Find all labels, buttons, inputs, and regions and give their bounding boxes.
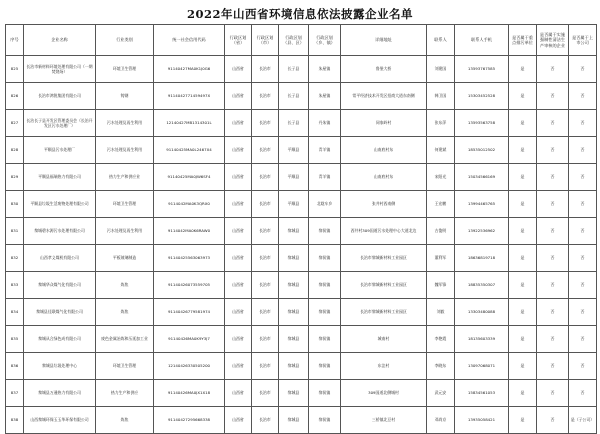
cell-county: 长子县 [279,83,309,110]
cell-town: 黎侯镇 [309,326,341,353]
cell-industry: 炼焦 [96,407,154,434]
cell-address: 常平经济技术开发区招商大道东南侧 [341,83,427,110]
cell-phone: 15034566169 [455,164,509,191]
cell-city: 长治市 [252,245,279,272]
table-row [6,110,597,137]
cell-index: 833 [6,272,24,299]
cell-county: 黎城县 [279,353,309,380]
cell-phone: 13935058421 [455,407,509,434]
cell-phone: 13303480088 [455,299,509,326]
cell-key-polluter: 是 [509,299,537,326]
cell-listed: 否 [569,380,597,407]
table-row [6,407,597,434]
cell-key-polluter: 是 [509,164,537,191]
cell-town: 黎侯镇 [309,353,341,380]
cell-index: 834 [6,299,24,326]
cell-contact: 刘毅 [427,299,455,326]
column-header-contact: 联系人 [427,25,455,56]
cell-clean-production: 否 [537,191,569,218]
cell-town: 黎侯镇 [309,299,341,326]
cell-phone: 13097068071 [455,353,509,380]
cell-province: 山西省 [225,299,252,326]
cell-city: 长治市 [252,164,279,191]
cell-key-polluter: 是 [509,56,537,83]
cell-phone: 13922536962 [455,218,509,245]
cell-province: 山西省 [225,83,252,110]
cell-company: 长治市鸿锐集团有限公司 [24,83,96,110]
cell-company: 平顺县污水处理厂 [24,137,96,164]
column-header-town: 行政区划（乡、镇） [309,25,341,56]
cell-credit-code: 91140426MA0K9Y3J7 [154,326,225,353]
table-row [6,245,597,272]
cell-listed: 否 [569,83,597,110]
cell-county: 长子县 [279,56,309,83]
cell-city: 长治市 [252,218,279,245]
cell-credit-code: 91140425563063973 [154,245,225,272]
cell-industry: 环境卫生管理 [96,56,154,83]
enterprise-table [5,24,597,434]
cell-county: 黎城县 [279,407,309,434]
cell-town: 黎侯镇 [309,272,341,299]
cell-province: 山西省 [225,191,252,218]
cell-key-polluter: 是 [509,137,537,164]
cell-contact: 邓尚京 [427,407,455,434]
cell-credit-code: 9114042MA0K3QRX0 [154,191,225,218]
cell-city: 长治市 [252,299,279,326]
cell-index: 831 [6,218,24,245]
cell-industry: 铸钢 [96,83,154,110]
cell-town: 朱屋镇 [309,56,341,83]
cell-credit-code: 91140426MA0JX1X18 [154,380,225,407]
cell-index: 830 [6,191,24,218]
cell-town: 黎侯镇 [309,245,341,272]
column-header-company: 企业名称 [24,25,96,56]
cell-phone: 18835350307 [455,272,509,299]
cell-listed: 否 [569,164,597,191]
cell-credit-code: 9114042771459497X [154,83,225,110]
cell-province: 山西省 [225,245,252,272]
cell-clean-production: 否 [537,83,569,110]
table-row [6,380,597,407]
cell-city: 长治市 [252,326,279,353]
column-header-address: 详细地址 [341,25,427,56]
column-header-clean-production: 是否属于实施强制性清洁生产审核的企业 [537,25,569,56]
cell-key-polluter: 是 [509,407,537,434]
cell-company: 黎城碧水源污水处理有限公司 [24,218,96,245]
cell-company: 山西孝义煤机有限公司 [24,245,96,272]
table-row [6,137,597,164]
cell-town: 青羊镇 [309,137,341,164]
cell-city: 长治市 [252,56,279,83]
cell-phone: 18135603339 [455,326,509,353]
cell-town: 青羊镇 [309,164,341,191]
cell-contact: 刘建国 [427,56,455,83]
column-header-key-polluter: 是否属于重点排污单位 [509,25,537,56]
cell-province: 山西省 [225,164,252,191]
table-row [6,164,597,191]
cell-address: 东洼村 [341,353,427,380]
cell-address: 张井村西南侧 [341,191,427,218]
page-title: 2022年山西省环境信息依法披露企业名单 [186,7,413,21]
cell-credit-code: 12140426330505200 [154,353,225,380]
cell-contact: 何建斌 [427,137,455,164]
cell-credit-code: 12140427MB1314301L [154,110,225,137]
cell-county: 黎城县 [279,218,309,245]
cell-industry: 环境卫生管理 [96,191,154,218]
cell-address: 山南底村东 [341,164,427,191]
cell-city: 长治市 [252,353,279,380]
cell-clean-production: 否 [537,164,569,191]
cell-address: 西井村309国道污水处理中心大道北边 [341,218,427,245]
cell-industry: 热力生产和供应 [96,380,154,407]
table-row [6,353,597,380]
column-header-phone: 联系人手机 [455,25,509,56]
cell-province: 山西省 [225,353,252,380]
cell-county: 黎城县 [279,272,309,299]
cell-city: 长治市 [252,407,279,434]
cell-town: 北耽车乡 [309,191,341,218]
cell-province: 山西省 [225,380,252,407]
cell-province: 山西省 [225,326,252,353]
cell-phone: 15303452528 [455,83,509,110]
column-header-index: 序号 [6,25,24,56]
table-row [6,218,597,245]
cell-phone: 18535012502 [455,137,509,164]
cell-county: 黎城县 [279,380,309,407]
cell-company: 黎城县垃圾处理中心 [24,353,96,380]
table-row [6,326,597,353]
cell-credit-code: 91140425MA0JW6SF4 [154,164,225,191]
cell-index: 826 [6,83,24,110]
cell-city: 长治市 [252,110,279,137]
cell-contact: 李晓东 [427,353,455,380]
cell-index: 829 [6,164,24,191]
cell-industry: 环境卫生管理 [96,353,154,380]
cell-phone: 13593767585 [455,56,509,83]
cell-listed: 否 [569,56,597,83]
cell-contact: 武元安 [427,380,455,407]
cell-key-polluter: 是 [509,245,537,272]
cell-key-polluter: 是 [509,272,537,299]
cell-address: 鲁堡大桥 [341,56,427,83]
cell-index: 835 [6,326,24,353]
column-header-county: 行政区划（县、区） [279,25,309,56]
cell-index: 836 [6,353,24,380]
cell-contact: 宋阳光 [427,164,455,191]
cell-company: 黎城华众煤气化有限公司 [24,272,96,299]
cell-contact: 董利军 [427,245,455,272]
cell-county: 黎城县 [279,245,309,272]
cell-company: 黎城县万通热力有限公司 [24,380,96,407]
cell-contact: 王宏鹏 [427,191,455,218]
cell-clean-production: 否 [537,56,569,83]
column-header-city: 行政区划（市） [252,25,279,56]
cell-key-polluter: 是 [509,326,537,353]
cell-county: 平顺县 [279,191,309,218]
cell-index: 825 [6,56,24,83]
cell-listed: 否 [569,326,597,353]
cell-index: 837 [6,380,24,407]
cell-listed: 是（子公司） [569,407,597,434]
cell-key-polluter: 是 [509,110,537,137]
cell-city: 长治市 [252,272,279,299]
cell-company: 长治市新材料环境处理有限公司（一期焚烧场） [24,56,96,83]
cell-credit-code: 91140425MA0L2467X4 [154,137,225,164]
cell-town: 黎侯镇 [309,407,341,434]
cell-province: 山西省 [225,407,252,434]
cell-city: 长治市 [252,137,279,164]
table-row [6,299,597,326]
table-header [6,25,597,56]
cell-phone: 15834561053 [455,380,509,407]
cell-clean-production: 否 [537,137,569,164]
cell-phone: 18636819718 [455,245,509,272]
cell-address: 同家岭村 [341,110,427,137]
cell-county: 黎城县 [279,326,309,353]
cell-industry: 热力生产和供应业 [96,164,154,191]
cell-clean-production: 否 [537,110,569,137]
cell-key-polluter: 是 [509,380,537,407]
cell-province: 山西省 [225,272,252,299]
column-header-credit-code: 统一社会信用代码 [154,25,225,56]
cell-city: 长治市 [252,191,279,218]
cell-clean-production: 否 [537,407,569,434]
cell-address: 309国道北侧城村 [341,380,427,407]
cell-company: 山西黎城环保玉玉华环保有限公司 [24,407,96,434]
table-row [6,272,597,299]
cell-index: 838 [6,407,24,434]
cell-phone: 13593563758 [455,110,509,137]
cell-listed: 否 [569,299,597,326]
column-header-industry: 行业类别 [96,25,154,56]
cell-province: 山西省 [225,137,252,164]
cell-clean-production: 否 [537,272,569,299]
table-body [6,56,597,434]
cell-county: 黎城县 [279,299,309,326]
table-row [6,191,597,218]
cell-town: 黎侯镇 [309,380,341,407]
cell-key-polluter: 是 [509,191,537,218]
table-row [6,56,597,83]
cell-credit-code: 9114042MA0K6RAW0 [154,218,225,245]
cell-address: 三桥镇北豆村 [341,407,427,434]
cell-clean-production: 否 [537,218,569,245]
cell-listed: 否 [569,110,597,137]
cell-clean-production: 否 [537,326,569,353]
cell-industry: 炼焦 [96,272,154,299]
cell-credit-code: 91140426779581974 [154,299,225,326]
cell-city: 长治市 [252,83,279,110]
cell-contact: 韩卫国 [427,83,455,110]
cell-company: 平顺县垃圾生活废物处理有限公司 [24,191,96,218]
cell-industry: 炼焦 [96,299,154,326]
cell-address: 长治市黎城新材料工业园区 [341,245,427,272]
cell-town: 黎侯镇 [309,218,341,245]
cell-listed: 否 [569,353,597,380]
cell-industry: 废色金属冶炼和压延加工业 [96,326,154,353]
cell-company: 黎城县佳联煤气化有限公司 [24,299,96,326]
cell-index: 828 [6,137,24,164]
cell-county: 长子县 [279,110,309,137]
cell-county: 平顺县 [279,164,309,191]
cell-clean-production: 否 [537,299,569,326]
cell-county: 平顺县 [279,137,309,164]
cell-industry: 污水处理及再生利用 [96,110,154,137]
cell-province: 山西省 [225,110,252,137]
cell-industry: 污水处理及再生利用 [96,137,154,164]
cell-index: 832 [6,245,24,272]
cell-address: 长治市黎城新材料工业园区 [341,272,427,299]
cell-town: 朱屋镇 [309,83,341,110]
header-row [6,25,597,56]
cell-phone: 13994465765 [455,191,509,218]
cell-clean-production: 否 [537,353,569,380]
cell-contact: 张东萍 [427,110,455,137]
cell-contact: 李艳霞 [427,326,455,353]
table-row [6,83,597,110]
cell-listed: 否 [569,137,597,164]
cell-company: 长治长子县开发区管理委员会（长治开发区污水处理厂） [24,110,96,137]
column-header-listed: 是否属于上市公司 [569,25,597,56]
cell-listed: 否 [569,218,597,245]
cell-credit-code: 91140426073559705 [154,272,225,299]
cell-index: 827 [6,110,24,137]
cell-key-polluter: 是 [509,218,537,245]
cell-clean-production: 否 [537,245,569,272]
cell-listed: 否 [569,191,597,218]
cell-city: 长治市 [252,380,279,407]
cell-province: 山西省 [225,56,252,83]
cell-address: 长治市黎城新材料工业园区 [341,299,427,326]
cell-address: 山南底村东 [341,137,427,164]
cell-province: 山西省 [225,218,252,245]
cell-key-polluter: 是 [509,83,537,110]
cell-industry: 污水处理及再生利用 [96,218,154,245]
cell-town: 丹朱镇 [309,110,341,137]
cell-key-polluter: 是 [509,353,537,380]
cell-listed: 否 [569,245,597,272]
column-header-province: 行政区划（省） [225,25,252,56]
cell-company: 黎城从合绿色成有限公司 [24,326,96,353]
cell-industry: 平板玻璃制造 [96,245,154,272]
cell-company: 平顺县福瑞热力有限公司 [24,164,96,191]
cell-credit-code: 91140427295668338 [154,407,225,434]
cell-contact: 魏军锋 [427,272,455,299]
cell-credit-code: 91140427MA0K1J0G6 [154,56,225,83]
cell-clean-production: 否 [537,380,569,407]
cell-listed: 否 [569,272,597,299]
cell-contact: 古俊明 [427,218,455,245]
cell-address: 城南村 [341,326,427,353]
